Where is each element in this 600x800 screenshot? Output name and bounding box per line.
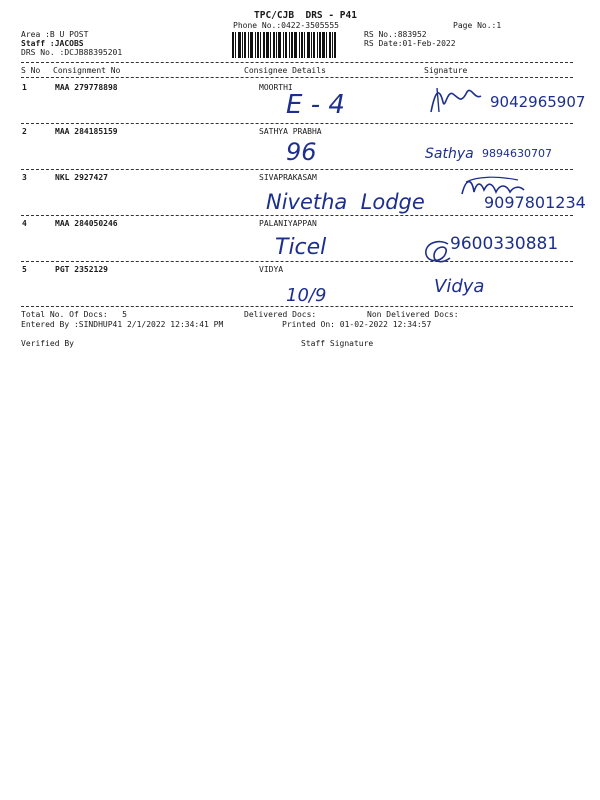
- column-header-sno: S No: [21, 66, 41, 75]
- header-divider-top: [21, 62, 573, 63]
- row-consignment-no: MAA 284185159: [55, 127, 118, 136]
- handwritten-phone: 9097801234: [484, 193, 586, 212]
- entered-by: Entered By :SINDHUP41 2/1/2022 12:34:41 PM: [21, 320, 224, 329]
- barcode: [232, 32, 354, 58]
- header-divider-bottom: [21, 77, 573, 78]
- row-sno: 2: [22, 127, 27, 136]
- handwritten-note: Nivetha Lodge: [266, 190, 425, 214]
- signature-scribble: [425, 82, 485, 116]
- handwritten-note: Ticel: [275, 235, 327, 260]
- row-consignment-no: PGT 2352129: [55, 265, 108, 274]
- row-consignment-no: NKL 2927427: [55, 173, 108, 182]
- signature-scribble: Sathya: [425, 146, 474, 162]
- staff-signature: Staff Signature: [301, 339, 374, 348]
- column-header-signature: Signature: [424, 66, 468, 75]
- non-delivered-docs: Non Delivered Docs:: [367, 310, 459, 319]
- handwritten-phone: 9042965907: [490, 93, 586, 111]
- printed-on: Printed On: 01-02-2022 12:34:57: [282, 320, 432, 329]
- column-header-consignee: Consignee Details: [244, 66, 326, 75]
- handwritten-note: 10/9: [286, 285, 327, 306]
- column-header-consignment: Consignment No: [53, 66, 121, 75]
- rs-number: RS No.:883952: [364, 30, 427, 39]
- row-sno: 1: [22, 83, 27, 92]
- row-divider: [21, 261, 573, 262]
- staff-label: Staff :JACOBS: [21, 39, 84, 48]
- row-consignee-name: SATHYA PRABHA: [259, 127, 322, 136]
- row-consignee-name: SIVAPRAKASAM: [259, 173, 317, 182]
- row-divider: [21, 123, 573, 124]
- row-divider: [21, 169, 573, 170]
- row-divider: [21, 306, 573, 307]
- area-label: Area :B U POST: [21, 30, 89, 39]
- row-consignee-name: MOORTHI: [259, 83, 293, 92]
- row-sno: 4: [22, 219, 27, 228]
- handwritten-phone: 9600330881: [450, 234, 559, 254]
- row-sno: 3: [22, 173, 27, 182]
- row-sno: 5: [22, 265, 27, 274]
- page-number: Page No.:1: [453, 21, 502, 30]
- handwritten-note: E - 4: [286, 90, 345, 120]
- row-consignee-name: PALANIYAPPAN: [259, 219, 317, 228]
- total-docs: Total No. Of Docs: 5: [21, 310, 127, 319]
- row-consignment-no: MAA 279778898: [55, 83, 118, 92]
- handwritten-note: 96: [286, 138, 317, 166]
- document-title: TPC/CJB DRS - P41: [254, 10, 357, 21]
- delivered-docs: Delivered Docs:: [244, 310, 317, 319]
- signature-scribble: Vidya: [434, 276, 485, 297]
- handwritten-phone: 9894630707: [482, 147, 552, 160]
- phone-number: Phone No.:0422-3505555: [233, 21, 339, 30]
- row-consignment-no: MAA 284050246: [55, 219, 118, 228]
- verified-by: Verified By: [21, 339, 74, 348]
- rs-date: RS Date:01-Feb-2022: [364, 39, 456, 48]
- row-consignee-name: VIDYA: [259, 265, 284, 274]
- row-divider: [21, 215, 573, 216]
- drs-number: DRS No. :DCJB88395201: [21, 48, 123, 57]
